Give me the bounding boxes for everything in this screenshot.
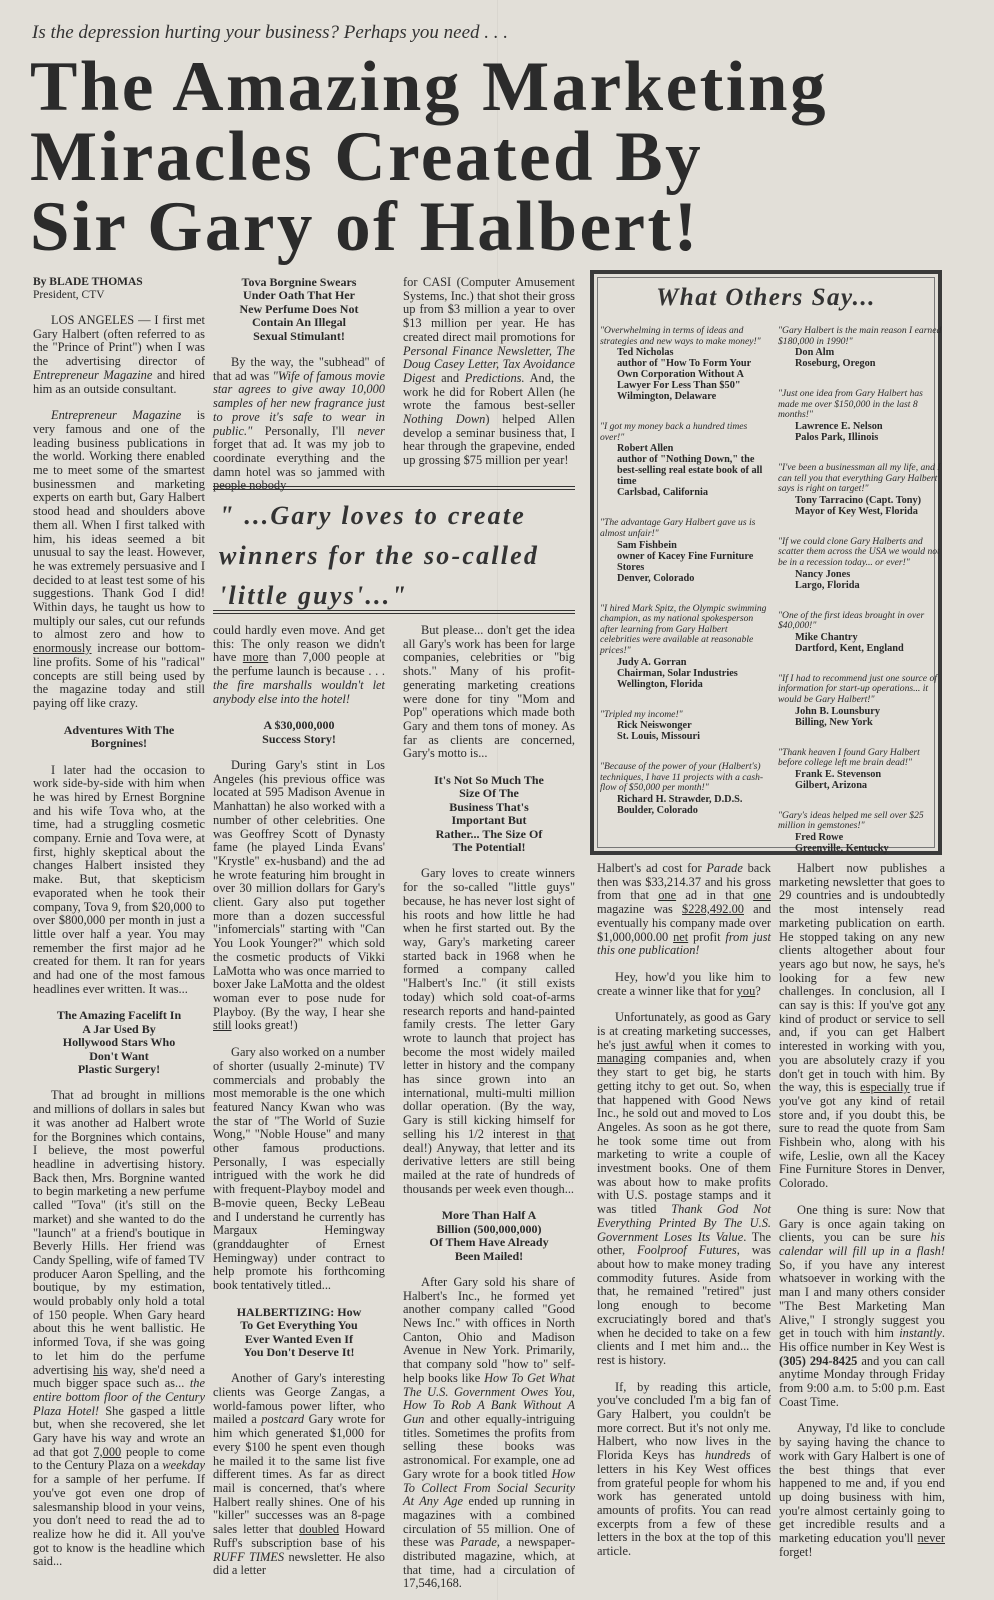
testimonial-author-detail: Mayor of Key West, Florida xyxy=(795,505,918,517)
text-run: Gary wrote for him which generated $1,000 for every $100 he spent even though he mailed it to the same list five different times. As far as direct mail is concerned, that's where Halbert really shines. One of his "killer" successes was an 8-page sales letter that xyxy=(213,1412,385,1537)
paragraph xyxy=(403,624,575,761)
testimonial xyxy=(600,422,768,498)
testimonial-author: Nancy Jones xyxy=(795,568,851,580)
paragraph xyxy=(213,624,385,706)
testimonial xyxy=(778,811,946,854)
underlined-text: one xyxy=(753,888,771,903)
testimonials-left xyxy=(600,326,768,836)
testimonial-quote: "I got my money back a hundred times over!" xyxy=(600,421,748,443)
testimonial-quote: "Tripled my income!" xyxy=(600,708,683,720)
testimonial-author-detail: Billing, New York xyxy=(795,716,873,728)
testimonial-author: Fred Rowe xyxy=(795,831,844,843)
italic-text: Entrepreneur Magazine xyxy=(33,367,153,382)
text-run: than 7,000 people at the perfume launch is because . . . xyxy=(213,650,385,679)
testimonial-quote: "Because of the power of your (Halbert's) techniques, I have 11 projects with a cash-flow of $50,000 per month!" xyxy=(600,761,764,794)
text-run: Halbert now publishes a marketing newsletter that goes to 29 countries and is undoubtedly the most intensely read marketing publication on earth. He stopped taking on any new clients altogether about four years ago but now, he says, he's looking for a few new challenges. In conclusion, all I can say is this: If you've got xyxy=(779,861,945,1013)
testimonial-author: John B. Lounsbury xyxy=(795,705,880,717)
text-run: back then was $33,214.37 and his gross from that xyxy=(597,861,771,903)
paragraph xyxy=(33,1089,205,1569)
testimonial-quote: "Gary Halbert is the main reason I earned $180,000 in 1990!" xyxy=(778,325,942,347)
testimonial-author: Frank E. Stevenson xyxy=(795,768,882,780)
testimonial xyxy=(600,710,768,743)
testimonial-author-detail: Boulder, Colorado xyxy=(617,804,698,816)
italic-text: never xyxy=(357,423,385,438)
byline xyxy=(33,276,205,302)
underlined-text: 7,000 xyxy=(93,1444,122,1459)
italic-text: How To Get What The U.S. Government Owes You, How To Rob A Bank Without A Gun xyxy=(403,1370,575,1426)
testimonial-author-detail: Dartford, Kent, England xyxy=(795,642,904,654)
underlined-text: one xyxy=(658,888,677,903)
italic-text: RUFF TIMES xyxy=(213,1549,285,1564)
underlined-text: still xyxy=(213,1018,232,1033)
article-column-2-bottom xyxy=(213,623,386,1578)
testimonial xyxy=(778,463,946,517)
testimonial-author-detail: Denver, Colorado xyxy=(617,572,695,584)
testimonial xyxy=(778,537,946,591)
text-run: and xyxy=(435,370,465,385)
testimonial-author: Richard H. Strawder, D.D.S. xyxy=(617,793,743,805)
subheading: Adventures With The Borgnines! xyxy=(63,722,175,751)
text-run: ) helped Allen develop a seminar business that, I hear through the grapevine, ended up grossing $75 million per year! xyxy=(403,412,575,468)
italic-text: Nothing Down xyxy=(403,412,486,427)
italic-text: Predictions. xyxy=(464,370,525,385)
text-run: That ad brought in millions and millions of dollars in sales but it was another ad Halbert wrote for the Borgnines which contains, I believe, the most powerful headline in advertising history. Back then, Mrs. Borgnine wanted to begin marketing a new perfume called "Tova" (it's still on the market) and she wanted to do the "launch" at a friend's boutique in Beverly Hills. Her friend was Candy Spelling, wife of famed TV producer Aaron Spelling, and the boutique, by my estimation, would probably only hold a total of 150 people. When Gary heard about this he went ballistic. He informed Tova, if she was going to let him do the perfume advertising xyxy=(33,1088,205,1377)
text-run: for a sample of her perfume. If you've got even one drop of salesmanship blood in your veins, you don't need to read the ad to realize how he did it. All you've got to know is the headline which said... xyxy=(33,1472,205,1569)
text-run: could hardly even move. And get this: The only reason we didn't have xyxy=(213,623,385,665)
paragraph xyxy=(213,759,385,1033)
text-run: After Gary sold his share of Halbert's Inc., he formed yet another company called "Good News Inc." with offices in North Canton, Ohio and Madison Avenue in New York. Primarily, that company sold "how to" self-help books like xyxy=(403,1274,575,1385)
italic-text: Thank God Not Everything Printed By The U.S. Government Loses Its Value xyxy=(597,1202,771,1244)
byline-name: By BLADE THOMAS xyxy=(33,276,143,288)
testimonial xyxy=(600,518,768,583)
text-run: During Gary's stint in Los Angeles (his previous office was located at 595 Madison Avenue in Manhattan) he also worked with a number of other celebrities. One was Geoffrey Scott of Dynasty fame (he played Linda Evans' "Krystle" ex-husband) and the ad he wrote featuring him brought in over 30 million dollars for Gary's client. Gary also put together more than a dozen successful "infomercials" starting with "Can You Look Younger?" which sold the cosmetic products of Vikki LaMotta who was once married to boxer Jake LaMotta and the oldest woman ever to pose nude for Playboy. (By the way, I hear she xyxy=(213,758,385,1019)
underlined-text: you xyxy=(736,983,756,998)
underlined-text: $228,492.00 xyxy=(682,902,744,917)
testimonials-box xyxy=(590,270,942,855)
text-run: ? xyxy=(755,983,761,998)
testimonial-author-detail: author of "How To Form Your Own Corporation Without A Lawyer For Less Than $50" xyxy=(617,358,751,392)
text-run: Halbert's ad cost for xyxy=(597,861,707,875)
subheading: The Amazing Facelift In A Jar Used By Hollywood Stars Who Don't Want Plastic Surgery! xyxy=(56,1008,182,1077)
testimonial-author-detail: Wellington, Florida xyxy=(617,678,703,690)
text-run: ad in that xyxy=(676,888,754,903)
italic-text: hundreds xyxy=(704,1448,751,1463)
paragraph xyxy=(779,862,945,1191)
article-column-3-bottom xyxy=(403,623,575,1591)
testimonial-author: Lawrence E. Nelson xyxy=(795,420,883,432)
testimonial-quote: "Thank heaven I found Gary Halbert before college left me brain dead!" xyxy=(778,746,920,769)
testimonials-title: What Others Say... xyxy=(656,284,876,311)
paragraph xyxy=(33,314,205,396)
testimonial-quote: "If we could clone Gary Halberts and scatter them across the USA we would not be in a recession today... or ever!" xyxy=(778,535,940,568)
testimonial xyxy=(600,762,768,816)
subheading: It's Not So Much The Size Of The Business That's Important But Rather... The Size Of The Potential! xyxy=(434,773,544,855)
paragraph xyxy=(33,764,205,997)
text-run: One thing is sure: Now that Gary is once again taking on clients, you can be sure xyxy=(779,1202,945,1245)
testimonial-quote: "Overwhelming in terms of ideas and strategies and new ways to make money!" xyxy=(600,325,761,347)
underlined-text: net xyxy=(673,929,689,944)
text-run: ended up running in magazines with a combined circulation of 55 million. One of these was xyxy=(403,1494,575,1550)
text-run: profit xyxy=(688,929,726,944)
testimonial xyxy=(778,674,946,728)
text-run: Hey, how'd you like him to create a winner like that for xyxy=(597,969,771,998)
paragraph xyxy=(597,1011,771,1367)
testimonial xyxy=(600,604,768,690)
text-run: Another of Gary's interesting clients was George Zangas, a world-famous power lifter, who mailed a xyxy=(213,1371,385,1427)
text-run: If, by reading this article, you've concluded I'm a big fan of Gary Halbert, you couldn't be more correct. But it's not only me. Halbert, who now lives in the Florida Keys has xyxy=(597,1379,771,1463)
text-run: . His office number in Key West is xyxy=(779,1326,945,1354)
text-run: when it comes to xyxy=(673,1037,771,1052)
text-run: forget that ad. It was my job to coordinate everything and the damn hotel was so jammed with people nobody xyxy=(213,437,385,493)
underlined-text: enormously xyxy=(33,641,92,656)
underlined-text: that xyxy=(556,1126,575,1141)
text-run: of letters in his Key West offices from grateful people for whom his work has generated untold amounts of profits. You can read excerpts from a few of these letters in the box at the top of this article. xyxy=(597,1448,772,1559)
italic-text: postcard xyxy=(261,1412,305,1427)
testimonial-author: Judy A. Gorran xyxy=(617,656,687,668)
testimonials-right xyxy=(778,326,946,874)
testimonial xyxy=(778,389,946,443)
underlined-text: never xyxy=(917,1531,945,1546)
underlined-text: any xyxy=(927,998,945,1013)
paragraph xyxy=(597,971,771,998)
bold-text: (305) 294-8425 xyxy=(779,1353,858,1368)
text-run: forget! xyxy=(779,1544,813,1559)
text-run: Gary also worked on a number of shorter (usually 2-minute) TV commercials and probably the most memorable is the one which featured Nancy Kwan who was the star of "The World of Suzie Wong," "Noble House" and many other famous productions. Personally, I was especially intrigued with the work he did with frequent-Playboy model and B-movie queen, Becky LeBeau and I understand he currently has Margaux Hemingway (granddaughter of Ernest Hemingway) under contract to help promote his forthcoming book tentatively titled... xyxy=(213,1045,385,1293)
paragraph xyxy=(597,862,771,958)
text-run: Unfortunately, as good as Gary is at creating marketing successes, he's xyxy=(597,1010,771,1052)
testimonial-author-detail: author of "Nothing Down," the best-selling real estate book of all time xyxy=(617,454,763,488)
testimonial-quote: "The advantage Gary Halbert gave us is almost unfair!" xyxy=(600,517,756,539)
text-run: Anyway, I'd like to conclude by saying having the chance to work with Gary Halbert is one of the best things that ever happened to me and, if you end up doing business with him, you're almost certainly going to get incredible results and a marketing education you'll xyxy=(779,1421,945,1546)
testimonial-author: Tony Tarracino (Capt. Tony) xyxy=(795,494,922,506)
italic-text: Personal Finance Newsletter, The Doug Casey Letter, Tax Avoidance Digest xyxy=(403,343,575,385)
paragraph xyxy=(213,1372,385,1578)
testimonial-author-detail: Palos Park, Illinois xyxy=(795,431,879,443)
text-run: By the way, the "subhead" of that ad was xyxy=(213,355,385,383)
testimonial-author-detail: Largo, Florida xyxy=(795,579,860,591)
subheading: A $30,000,000 Success Story! xyxy=(262,718,336,746)
testimonial-author-detail: St. Louis, Missouri xyxy=(617,731,700,743)
testimonial-author: Robert Allen xyxy=(617,443,674,455)
text-run: and eventually his company made over $1,000,000.00 xyxy=(597,902,771,944)
text-run: and you can call anytime Monday through Friday from 9:00 a.m. to 5:00 p.m. East Coast Time. xyxy=(779,1353,945,1409)
testimonial-author: Ted Nicholas xyxy=(617,347,674,359)
text-run: true if you've got any kind of retail store and, if you doubt this, be sure to read the quote from Sam Fishbein who, along with his wife, Leslie, own all the Kacey Fine Furniture Stores in Denver, Colorado. xyxy=(779,1080,945,1191)
text-run: people to come to the Century Plaza on a xyxy=(33,1444,205,1473)
text-run: , a newspaper-distributed magazine, which, at that time, had a circulation of 17,546,168. xyxy=(403,1535,575,1591)
testimonial-author-detail: Carlsbad, California xyxy=(617,487,708,499)
paragraph xyxy=(403,1276,575,1591)
italic-text: Entrepreneur Magazine xyxy=(51,408,182,423)
article-column-4 xyxy=(597,861,772,1559)
testimonial xyxy=(778,748,946,791)
text-run: and other equally-intriguing titles. Sometimes the profits from selling these books was astronomical. For example, one ad Gary wrote for a book titled xyxy=(403,1412,575,1481)
testimonial xyxy=(600,326,768,402)
text-run: She gasped a little but, when she recovered, she let Gary have his way and wrote an ad that got xyxy=(33,1403,205,1459)
text-run: Gary loves to create winners for the so-called "little guys" because, he has never lost sight of his roots and how little he had when he first started out. By the way, Gary's marketing career started back in 1968 when he formed a company called "Halbert's Inc." (it still exists today) which sold coat-of-arms research reports and hand-painted family crests. The letter Gary wrote to launch that project has become the most widely mailed letter in history and the company has since grown into an international, multi-multi million dollar operation. (By the way, Gary is still kicking himself for selling his 1/2 interest in xyxy=(403,866,575,1141)
testimonial-quote: "One of the first ideas brought in over $40,000!" xyxy=(778,609,925,632)
underlined-text: especially xyxy=(860,1080,910,1095)
testimonial-quote: "Just one idea from Gary Halbert has made me over $150,000 in the last 8 months!" xyxy=(778,388,923,421)
text-run: Howard Ruff's subscription base of his xyxy=(213,1522,385,1550)
underlined-text: just awful xyxy=(621,1037,674,1052)
subheading: HALBERTIZING: How To Get Everything You Ever Wanted Even If You Don't Deserve It! xyxy=(236,1304,362,1359)
text-run: companies and, when they start to get big, he starts getting itchy to get out. So, when that happened with Good News Inc., he sold out and moved to Los Angeles. As soon as he got there, he took some time out from marketing to write a couple of investment books. One of them was about how to make profits with U.S. postage stamps and it was titled xyxy=(597,1051,771,1217)
text-run: and hired him as an outside consultant. xyxy=(33,367,205,396)
subheading: More Than Half A Billion (500,000,000) Of Them Have Already Been Mailed! xyxy=(429,1208,549,1263)
testimonial-quote: "I've been a businessman all my life, and I can tell you that everything Gary Halbert says is right on target!" xyxy=(778,461,941,495)
text-run: I later had the occasion to work side-by-side with him when he was hired by Ernest Borgnine and his wife Tova who, at the time, had a struggling cosmetic company. Ernie and Tova were, at first, highly skeptical about the changes Halbert insisted they make. But, that skepticism evaporated when he took their company, Tova 9, from $20,000 to over $800,000 per month in just a little over half a year. You may remember the first major ad he created for them. It ran for years and had one of the most famous headlines ever written. It was... xyxy=(33,762,205,996)
underlined-text: managing xyxy=(597,1051,646,1066)
italic-text: "Wife of famous movie star agrees to give away 10,000 samples of her new fragrance just to prove it's safe to wear in public." xyxy=(213,368,386,438)
testimonial-quote: "I hired Mark Spitz, the Olympic swimming champion, as my national spokesperson after learning from Gary Halbert celebrities were available at reasonable prices!" xyxy=(600,602,767,656)
testimonial-author: Sam Fishbein xyxy=(617,539,677,551)
article-column-3-top xyxy=(403,276,575,472)
paragraph xyxy=(403,276,575,468)
text-run: LOS ANGELES — I first met Gary Halbert (often referred to as the "Prince of Print") when I was the advertising director of xyxy=(33,313,205,369)
text-run: deal!) Anyway, that letter and its derivative letters are still being mailed at the rate of hundreds of thousands per week even though... xyxy=(403,1140,575,1196)
paragraph xyxy=(597,1381,771,1559)
italic-text: the fire marshalls wouldn't let anybody else into the hotel! xyxy=(213,677,385,706)
underlined-text: more xyxy=(242,650,269,665)
kicker: Is the depression hurting your business? Perhaps you need . . . xyxy=(32,22,509,43)
paragraph xyxy=(33,409,205,710)
paragraph xyxy=(213,356,385,493)
testimonial-author: Mike Chantry xyxy=(795,631,858,643)
testimonial-author: Don Alm xyxy=(795,347,835,359)
underlined-text: his xyxy=(93,1362,108,1377)
italic-text: Parade xyxy=(706,861,743,875)
italic-text: Parade xyxy=(460,1535,497,1550)
byline-role: President, CTV xyxy=(33,289,105,301)
paragraph xyxy=(779,1204,945,1410)
testimonial-quote: "If I had to recommend just one source of information for start-up operations... it would be Gary Halbert!" xyxy=(778,672,937,705)
underlined-text: doubled xyxy=(299,1522,340,1537)
text-run: kind of product or service to sell and, if you can get Halbert interested in working with you, you are absolutely crazy if you don't get in touch with him. By the way, this is xyxy=(779,1011,945,1095)
testimonial-author-detail: Roseburg, Oregon xyxy=(795,358,876,370)
text-run: way, she'd need a much bigger space such as... xyxy=(33,1362,205,1391)
italic-text: his calendar will fill up in a flash! xyxy=(779,1230,945,1258)
italic-text: instantly xyxy=(899,1326,942,1341)
text-run: newsletter. He also did a letter xyxy=(213,1549,386,1578)
text-run: But please... don't get the idea all Gary's work has been for large companies, celebrities or "big shots." Many of his profit-generating marketing creations were done for tiny "Mom and Pop" operations which made both Gary and them tons of money. As far as clients are concerned, Gary's motto is... xyxy=(403,623,575,761)
testimonial-author: Rick Neiswonger xyxy=(617,720,692,732)
paragraph xyxy=(779,1422,945,1559)
text-run: , was about how to make money trading commodity futures. Aside from that, he remained "retired" just long enough to become excruciatingly bored and that's when he decided to take on a few clients and I met him and... the rest is history. xyxy=(597,1243,771,1367)
testimonial-author-detail: Greenville, Kentucky xyxy=(795,842,889,854)
text-run: is very famous and one of the leading business publications in the world. Working there enabled me to meet some of the smartest businessmen and marketing experts on earth but, Gary Halbert stood head and shoulders above them all. When I first talked with him, his ideas seemed a bit unusual to say the least. However, he was extremely persuasive and I decided to at least test some of his suggestions. Thank God I did! Within days, he taught us how to multiply our sales, cut our refunds to almost zero and how to xyxy=(33,408,205,642)
text-run: increase our bottom-line profits. Some of his "radical" concepts are still being used by the magazine today and still paying off like crazy. xyxy=(33,641,205,710)
testimonial xyxy=(778,326,946,369)
article-column-2-top xyxy=(213,275,386,493)
text-run: magazine was xyxy=(597,902,683,917)
testimonial-quote: "Gary's ideas helped me sell over $25 million in gemstones!" xyxy=(778,809,924,832)
testimonial-author-detail: Wilmington, Delaware xyxy=(617,391,717,403)
paragraph xyxy=(403,867,575,1196)
testimonial xyxy=(778,611,946,654)
text-run: looks great!) xyxy=(231,1018,298,1033)
article-column-1 xyxy=(33,276,205,1569)
testimonial-author-detail: Chairman, Solar Industries xyxy=(617,667,738,679)
text-run: . The other, xyxy=(597,1229,771,1258)
testimonial-author-detail: Gilbert, Arizona xyxy=(795,779,868,791)
article-column-5 xyxy=(779,861,945,1559)
text-run: Personally, I'll xyxy=(252,423,358,438)
italic-text: the entire bottom floor of the Century Plaza Hotel! xyxy=(33,1376,205,1418)
italic-text: Foolproof Futures xyxy=(636,1243,737,1258)
italic-text: weekday xyxy=(162,1458,205,1473)
pull-quote-text: " ...Gary loves to create winners for the so-called 'little guys'..." xyxy=(219,501,540,610)
pull-quote xyxy=(213,486,575,614)
text-run: for CASI (Computer Amusement Systems, Inc.) that shot their gross up from $3 million a year to over $13 million per year. He has created direct mail promotions for xyxy=(403,275,575,344)
testimonial-author-detail: owner of Kacey Fine Furniture Stores xyxy=(617,550,754,573)
text-run: So, if you have any interest whatsoever in working with the man I and many others consider "The Best Marketing Man Alive," I strongly suggest you get in touch with him xyxy=(779,1257,945,1341)
text-run: And, the work he did for Robert Allen (he wrote the famous best-seller xyxy=(403,370,575,413)
italic-text: How To Collect From Social Security At Any Age xyxy=(403,1466,575,1509)
paragraph xyxy=(213,1046,385,1293)
italic-text: from just this one publication! xyxy=(597,929,771,958)
subheading: Tova Borgnine Swears Under Oath That Her New Perfume Does Not Contain An Illegal Sexual Stimulant! xyxy=(239,275,359,343)
headline: The Amazing Marketing Miracles Created By Sir Gary of Halbert! xyxy=(30,48,828,266)
